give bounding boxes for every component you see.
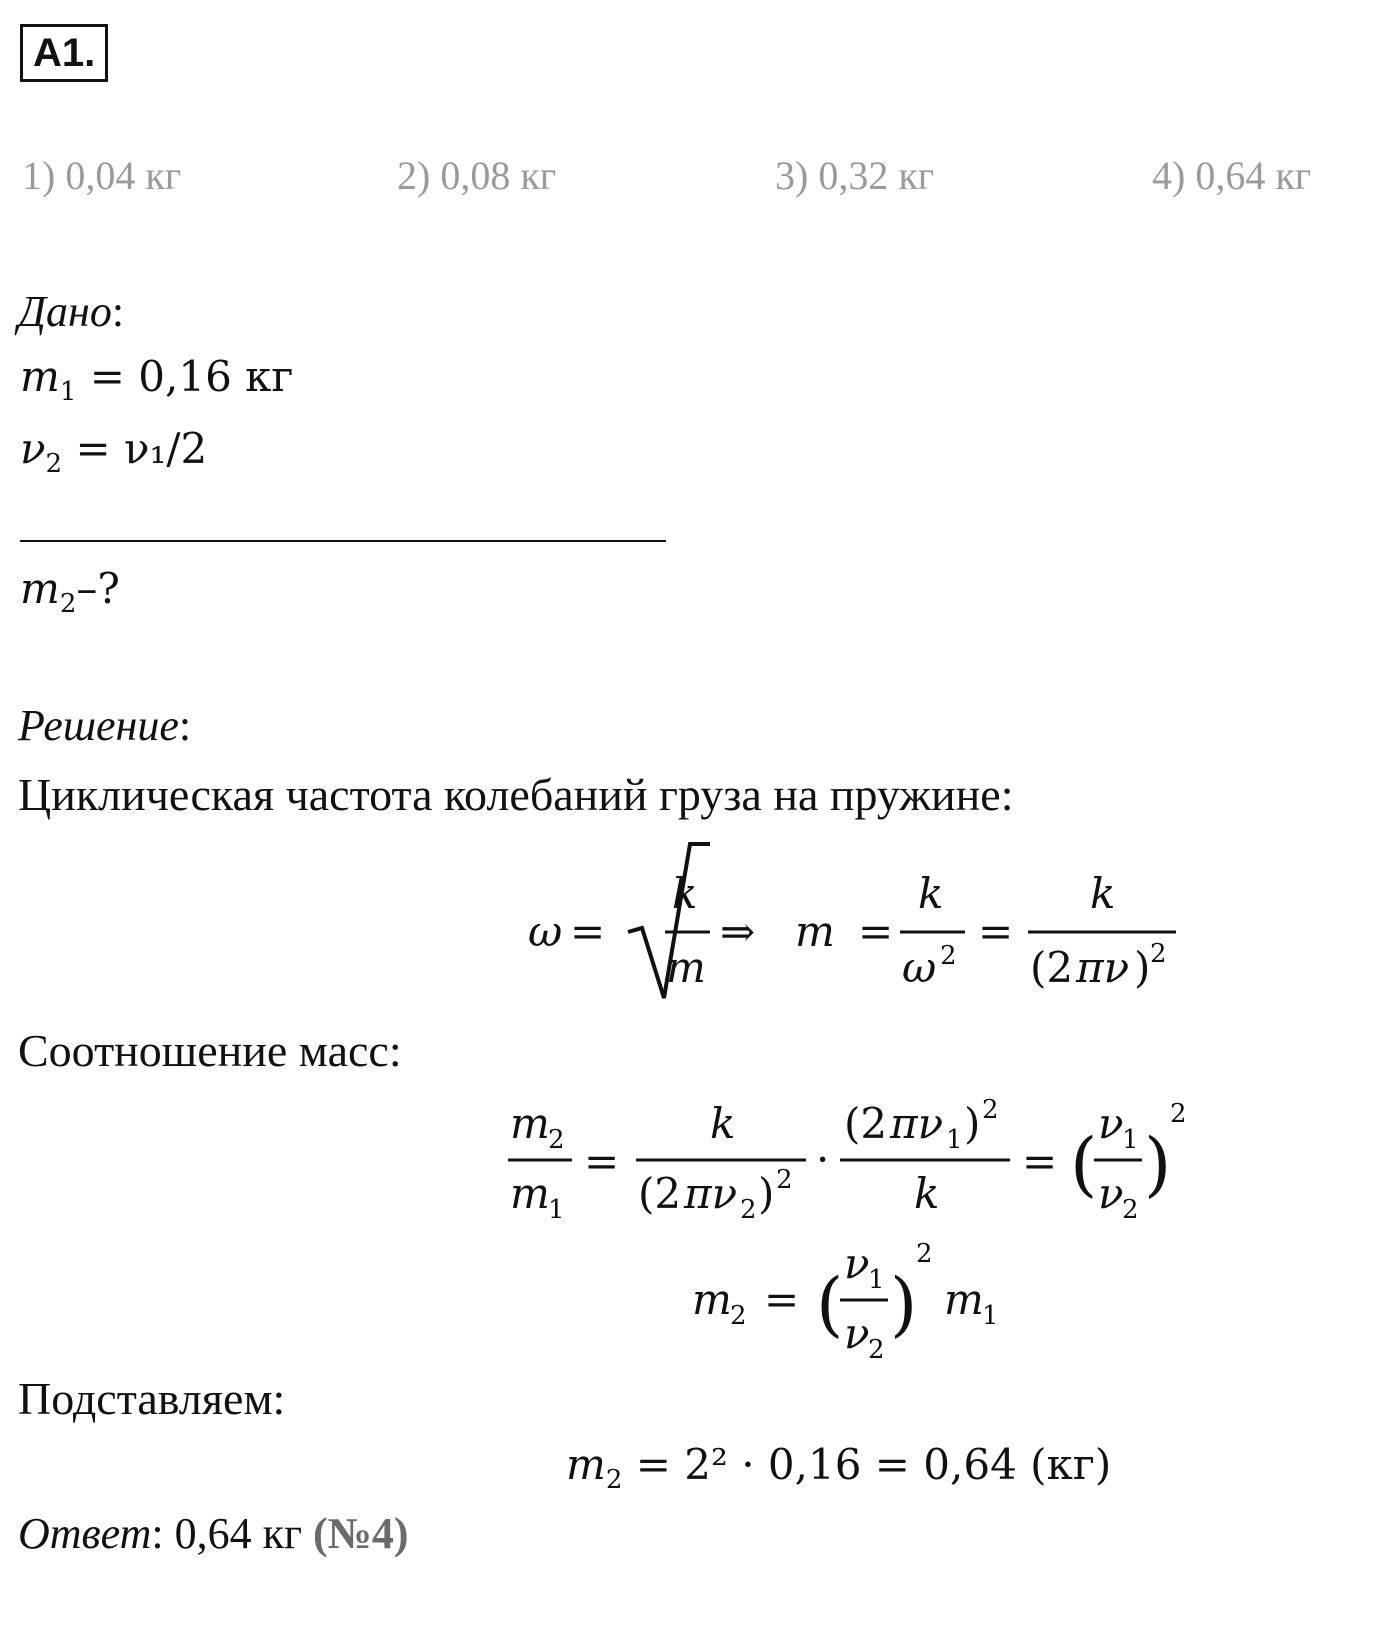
svg-text:m: m [795,907,835,956]
option-2: 2) 0,08 кг [397,153,557,198]
option-3: 3) 0,32 кг [775,153,935,198]
svg-text:): ) [890,1263,918,1345]
answer-value: : 0,64 кг [151,1509,314,1558]
svg-text:m: m [666,943,706,992]
svg-text:m: m [944,1275,984,1324]
svg-text:=: = [570,907,606,956]
svg-text:(: ( [1070,1123,1098,1205]
svg-text:2: 2 [868,1335,885,1362]
svg-text:=: = [1022,1137,1058,1186]
svg-text:k: k [672,869,698,918]
svg-text:ν: ν [1098,1169,1124,1218]
svg-text:(2: (2 [844,1099,888,1148]
given-colon: : [111,287,125,336]
formula-mass-ratio [500,1088,1200,1228]
solution-heading [18,700,191,751]
given-divider [20,540,666,542]
svg-text:πν: πν [890,1099,944,1148]
svg-text:ν: ν [844,1239,870,1288]
svg-text:2: 2 [982,1095,999,1125]
svg-text:πν: πν [1076,943,1130,992]
solution-colon: : [178,701,192,750]
svg-text:m: m [510,1099,550,1148]
svg-text:2: 2 [940,941,957,971]
final-calc: $m_2 = 2^2 \cdot 0,16 = 0,64$ (кг) [566,1440,1112,1496]
svg-text:·: · [816,1135,830,1184]
svg-text:k: k [914,1169,940,1218]
find-line: $m_2-$? [20,564,120,620]
svg-text:): ) [1144,1123,1172,1205]
svg-text:2: 2 [730,1301,747,1331]
given-label: Дано [18,287,112,336]
given-m1: $m_1 = 0,16$ кг [20,352,294,408]
svg-text:ω: ω [902,943,937,992]
formula-omega [520,836,1200,1016]
svg-text:=: = [764,1275,800,1324]
svg-text:2: 2 [776,1165,793,1195]
svg-text:(2: (2 [638,1169,682,1218]
svg-text:1: 1 [1122,1125,1139,1155]
answer-label: Ответ [18,1509,152,1558]
svg-text:1: 1 [946,1125,963,1155]
svg-text:=: = [978,907,1014,956]
svg-text:(: ( [816,1263,844,1345]
given-m1-value: = 0,16 кг [89,352,294,401]
svg-text:πν: πν [684,1169,738,1218]
svg-text:m: m [692,1275,732,1324]
step2-text: Соотношение масс: [18,1025,402,1076]
solution-label: Решение [18,701,179,750]
svg-text:(2: (2 [1030,943,1074,992]
svg-text:k: k [710,1099,736,1148]
svg-text:=: = [858,907,894,956]
svg-text:): ) [1134,943,1151,992]
svg-text:2: 2 [548,1125,565,1155]
svg-text:1: 1 [982,1301,999,1331]
formula-m2 [688,1232,1028,1362]
svg-text:2: 2 [1170,1099,1187,1129]
svg-text:2: 2 [1122,1195,1139,1225]
task-label: А1. [20,24,108,82]
svg-text:2: 2 [740,1195,757,1225]
svg-text:⇒: ⇒ [720,907,756,956]
svg-text:m: m [510,1169,550,1218]
option-1: 1) 0,04 кг [22,153,182,198]
svg-text:2: 2 [916,1239,933,1269]
option-4: 4) 0,64 кг [1152,153,1312,198]
svg-text:): ) [964,1099,981,1148]
given-heading [18,286,124,337]
svg-text:1: 1 [868,1265,885,1295]
given-v2: $\nu_2 = \nu_1/2$ [20,424,208,480]
svg-text:=: = [584,1137,620,1186]
svg-text:ν: ν [1098,1099,1124,1148]
find-suffix: –? [76,564,120,613]
svg-text:ω: ω [528,907,563,956]
svg-text:): ) [758,1169,775,1218]
step1-text: Циклическая частота колебаний груза на пружине: [18,769,1014,820]
answer-line [18,1508,409,1559]
step3-text: Подставляем: [18,1373,286,1424]
svg-text:k: k [1090,869,1116,918]
svg-text:2: 2 [1150,939,1167,969]
final-calc-value: = 2² · 0,16 = 0,64 (кг) [635,1440,1112,1489]
answer-tag: (№4) [313,1509,409,1558]
given-v2-value: = ν₁/2 [75,424,208,473]
svg-text:ν: ν [844,1309,870,1358]
svg-text:k: k [918,869,944,918]
svg-text:1: 1 [548,1195,565,1225]
